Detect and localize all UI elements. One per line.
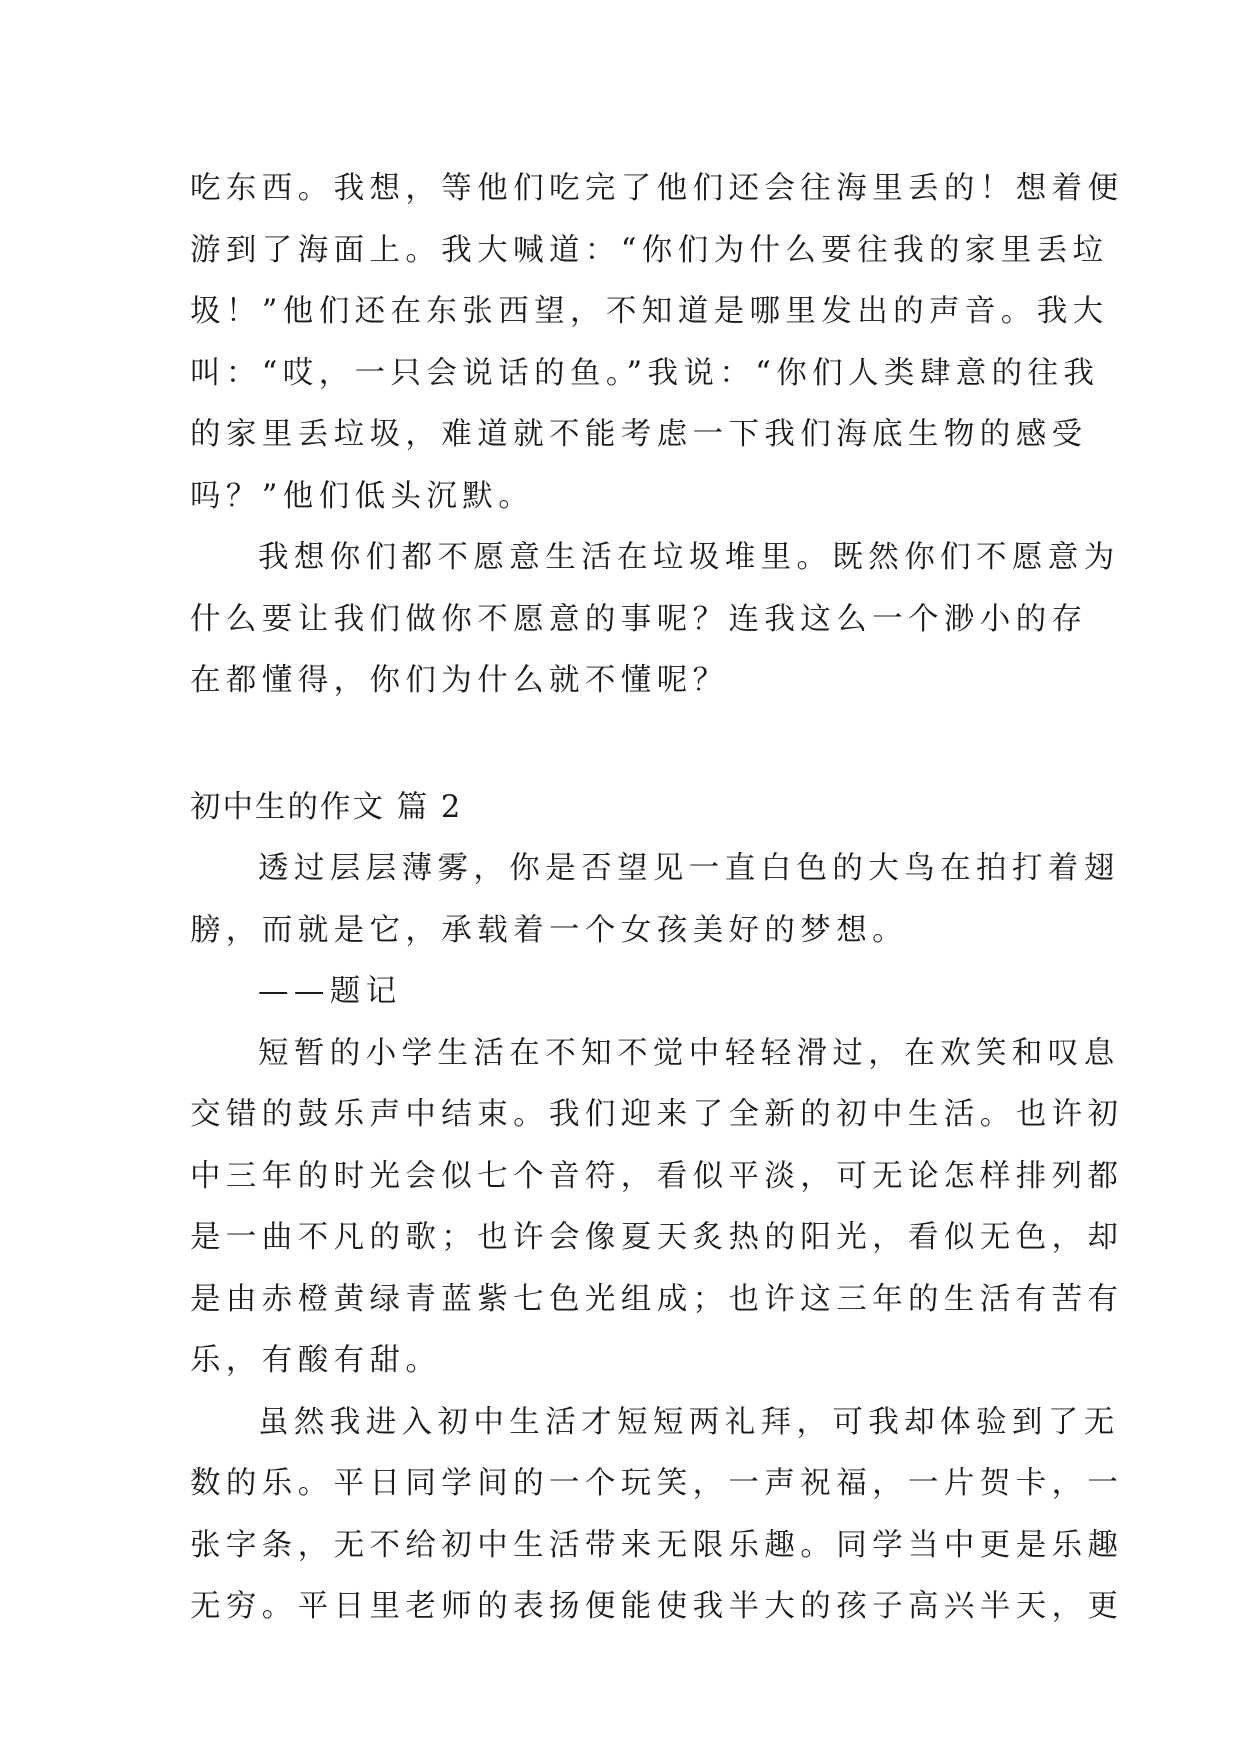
paragraph-2 xyxy=(190,527,1120,712)
text-line: 叫：“哎，一只会说话的鱼。”我说：“你们人类肆意的往我 xyxy=(190,355,1100,391)
text-line: 乐，有酸有甜。 xyxy=(190,1343,442,1378)
text-line: 圾！”他们还在东张西望，不知道是哪里发出的声音。我大 xyxy=(190,294,1109,329)
paragraph-5 xyxy=(190,1392,1124,1638)
document-body xyxy=(190,158,1124,1638)
text-line: 在都懂得，你们为什么就不懂呢？ xyxy=(190,663,729,698)
text-line: 无穷。平日里老师的表扬便能使我半大的孩子高兴半天，更 xyxy=(190,1589,1124,1624)
text-line: 短暂的小学生活在不知不觉中轻轻滑过，在欢笑和叹息 xyxy=(258,1035,1120,1071)
paragraph-1 xyxy=(190,158,1124,527)
text-line: 什么要让我们做你不愿意的事呢？连我这么一个渺小的存 xyxy=(190,601,1088,637)
paragraph-3 xyxy=(190,838,1120,961)
text-line: 膀，而就是它，承载着一个女孩美好的梦想。 xyxy=(190,912,908,948)
text-line: 是一曲不凡的歌；也许会像夏天炙热的阳光，看似无色，却 xyxy=(190,1220,1124,1255)
text-line: 中三年的时光会似七个音符，看似平淡，可无论怎样排列都 xyxy=(190,1158,1124,1194)
text-line: 吗？”他们低头沉默。 xyxy=(190,478,535,514)
text-line: 游到了海面上。我大喊道：“你们为什么要往我的家里丢垃 xyxy=(190,232,1109,268)
section-heading: 初中生的作文 篇 2 xyxy=(190,789,463,825)
text-line: 张字条，无不给初中生活带来无限乐趣。同学当中更是乐趣 xyxy=(190,1527,1124,1563)
epigraph: ——题记 xyxy=(258,974,402,1009)
text-line: 交错的鼓乐声中结束。我们迎来了全新的初中生活。也许初 xyxy=(190,1097,1124,1132)
text-line: 我想你们都不愿意生活在垃圾堆里。既然你们不愿意为 xyxy=(258,540,1120,575)
text-line: 是由赤橙黄绿青蓝紫七色光组成；也许这三年的生活有苦有 xyxy=(190,1281,1124,1317)
paragraph-4 xyxy=(190,1023,1124,1392)
text-line: 数的乐。平日同学间的一个玩笑，一声祝福，一片贺卡，一 xyxy=(190,1466,1124,1501)
text-line: 吃东西。我想，等他们吃完了他们还会往海里丢的！想着便 xyxy=(190,171,1124,206)
section-gap xyxy=(190,712,1060,777)
text-line: 透过层层薄雾，你是否望见一直白色的大鸟在拍打着翅 xyxy=(258,851,1120,886)
text-line: 的家里丢垃圾，难道就不能考虑一下我们海底生物的感受 xyxy=(190,417,1088,452)
text-line: 虽然我进入初中生活才短短两礼拜，可我却体验到了无 xyxy=(258,1404,1120,1440)
